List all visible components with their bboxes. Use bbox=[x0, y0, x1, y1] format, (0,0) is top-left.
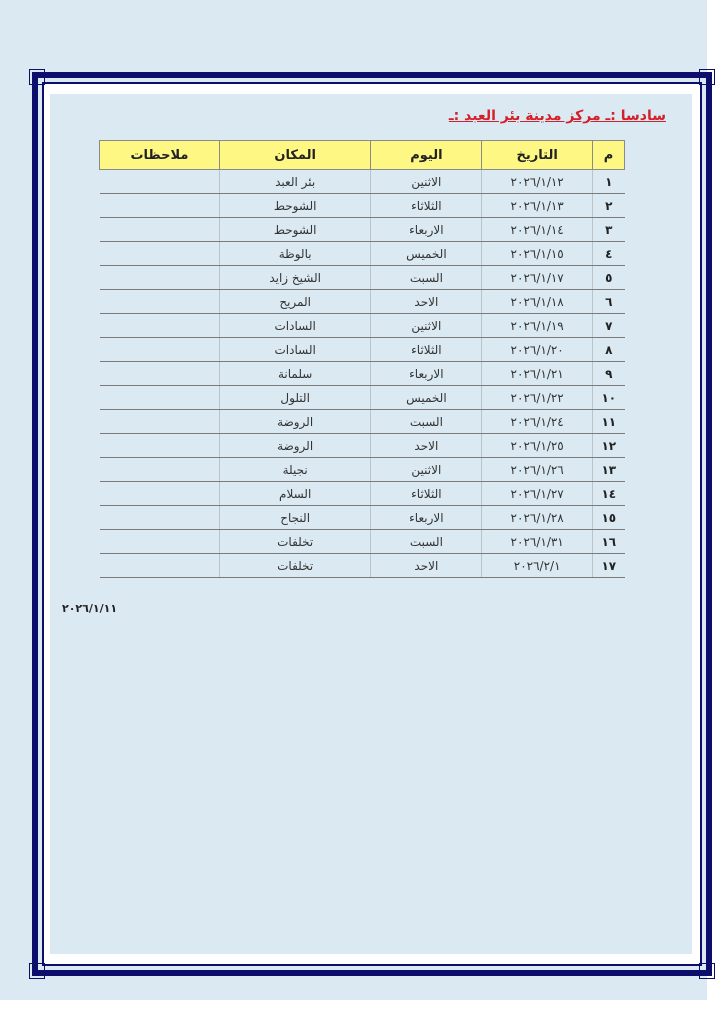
cell-notes bbox=[100, 194, 220, 218]
table-row bbox=[100, 410, 625, 434]
cell-place: المريح bbox=[219, 290, 371, 314]
cell-date: ٢٠٢٦/١/٢٦ bbox=[482, 458, 593, 482]
header-num: م bbox=[593, 141, 625, 170]
cell-notes bbox=[100, 338, 220, 362]
table-row bbox=[100, 506, 625, 530]
cell-date: ٢٠٢٦/١/١٣ bbox=[482, 194, 593, 218]
cell-place: سلمانة bbox=[219, 362, 371, 386]
cell-day: الاحد bbox=[371, 290, 482, 314]
table-row bbox=[100, 290, 625, 314]
cell-num: ١٤ bbox=[593, 482, 625, 506]
cell-place: النجاح bbox=[219, 506, 371, 530]
cell-num: ١٧ bbox=[593, 554, 625, 578]
cell-date: ٢٠٢٦/١/٢١ bbox=[482, 362, 593, 386]
cell-place: تخلفات bbox=[219, 530, 371, 554]
cell-day: السبت bbox=[371, 266, 482, 290]
cell-notes bbox=[100, 506, 220, 530]
cell-num: ١١ bbox=[593, 410, 625, 434]
cell-day: الخميس bbox=[371, 242, 482, 266]
cell-date: ٢٠٢٦/١/١٢ bbox=[482, 170, 593, 194]
header-date: التاريخ bbox=[482, 141, 593, 170]
cell-num: ٨ bbox=[593, 338, 625, 362]
corner-ornament-bottom-left bbox=[29, 963, 45, 979]
cell-day: الاحد bbox=[371, 434, 482, 458]
cell-date: ٢٠٢٦/١/٢٨ bbox=[482, 506, 593, 530]
header-day: اليوم bbox=[371, 141, 482, 170]
cell-place: تخلفات bbox=[219, 554, 371, 578]
cell-num: ٢ bbox=[593, 194, 625, 218]
cell-day: الاربعاء bbox=[371, 218, 482, 242]
cell-day: الثلاثاء bbox=[371, 338, 482, 362]
cell-day: الاثنين bbox=[371, 314, 482, 338]
cell-place: بئر العبد bbox=[219, 170, 371, 194]
cell-place: الروضة bbox=[219, 410, 371, 434]
cell-day: السبت bbox=[371, 530, 482, 554]
cell-day: الثلاثاء bbox=[371, 194, 482, 218]
cell-place: الشيخ زايد bbox=[219, 266, 371, 290]
cell-num: ٥ bbox=[593, 266, 625, 290]
table-row bbox=[100, 242, 625, 266]
document-date: ٢٠٢٦/١/١١ bbox=[62, 602, 118, 615]
schedule-table bbox=[99, 140, 625, 578]
table-row bbox=[100, 434, 625, 458]
cell-notes bbox=[100, 242, 220, 266]
cell-num: ١ bbox=[593, 170, 625, 194]
cell-num: ٤ bbox=[593, 242, 625, 266]
cell-notes bbox=[100, 482, 220, 506]
table-header-row bbox=[100, 141, 625, 170]
cell-day: الاحد bbox=[371, 554, 482, 578]
cell-date: ٢٠٢٦/١/١٤ bbox=[482, 218, 593, 242]
cell-place: الروضة bbox=[219, 434, 371, 458]
cell-place: السادات bbox=[219, 338, 371, 362]
table-row bbox=[100, 266, 625, 290]
cell-num: ٣ bbox=[593, 218, 625, 242]
cell-date: ٢٠٢٦/١/٢٥ bbox=[482, 434, 593, 458]
table-row bbox=[100, 338, 625, 362]
cell-place: السلام bbox=[219, 482, 371, 506]
table-row bbox=[100, 530, 625, 554]
cell-notes bbox=[100, 218, 220, 242]
cell-notes bbox=[100, 362, 220, 386]
section-title: سادسا :ـ مركز مدينة بئر العبد :ـ bbox=[448, 108, 666, 124]
corner-ornament-top-left bbox=[29, 69, 45, 85]
cell-date: ٢٠٢٦/١/٢٠ bbox=[482, 338, 593, 362]
cell-num: ١٦ bbox=[593, 530, 625, 554]
cell-notes bbox=[100, 170, 220, 194]
cell-date: ٢٠٢٦/١/٢٧ bbox=[482, 482, 593, 506]
cell-date: ٢٠٢٦/١/٢٤ bbox=[482, 410, 593, 434]
header-place: المكان bbox=[219, 141, 371, 170]
cell-place: السادات bbox=[219, 314, 371, 338]
cell-day: السبت bbox=[371, 410, 482, 434]
cell-day: الاربعاء bbox=[371, 506, 482, 530]
cell-num: ١٠ bbox=[593, 386, 625, 410]
cell-notes bbox=[100, 386, 220, 410]
cell-num: ٩ bbox=[593, 362, 625, 386]
cell-date: ٢٠٢٦/١/١٧ bbox=[482, 266, 593, 290]
cell-notes bbox=[100, 554, 220, 578]
cell-place: نجيلة bbox=[219, 458, 371, 482]
cell-num: ٧ bbox=[593, 314, 625, 338]
cell-num: ٦ bbox=[593, 290, 625, 314]
corner-ornament-top-right bbox=[699, 69, 715, 85]
cell-notes bbox=[100, 410, 220, 434]
cell-place: التلول bbox=[219, 386, 371, 410]
cell-notes bbox=[100, 458, 220, 482]
header-notes: ملاحظات bbox=[100, 141, 220, 170]
table-row bbox=[100, 218, 625, 242]
table-row bbox=[100, 458, 625, 482]
table-row bbox=[100, 554, 625, 578]
cell-place: الشوحط bbox=[219, 218, 371, 242]
cell-notes bbox=[100, 434, 220, 458]
cell-day: الاثنين bbox=[371, 458, 482, 482]
cell-notes bbox=[100, 266, 220, 290]
cell-place: بالوظة bbox=[219, 242, 371, 266]
cell-notes bbox=[100, 530, 220, 554]
table-row bbox=[100, 194, 625, 218]
cell-date: ٢٠٢٦/١/١٥ bbox=[482, 242, 593, 266]
table-row bbox=[100, 170, 625, 194]
cell-day: الثلاثاء bbox=[371, 482, 482, 506]
schedule-body bbox=[100, 170, 625, 578]
cell-notes bbox=[100, 314, 220, 338]
cell-num: ١٣ bbox=[593, 458, 625, 482]
cell-date: ٢٠٢٦/١/٢٢ bbox=[482, 386, 593, 410]
cell-date: ٢٠٢٦/٢/١ bbox=[482, 554, 593, 578]
cell-date: ٢٠٢٦/١/١٩ bbox=[482, 314, 593, 338]
cell-day: الاثنين bbox=[371, 170, 482, 194]
cell-num: ١٥ bbox=[593, 506, 625, 530]
table-row bbox=[100, 482, 625, 506]
cell-day: الخميس bbox=[371, 386, 482, 410]
cell-num: ١٢ bbox=[593, 434, 625, 458]
table-row bbox=[100, 314, 625, 338]
corner-ornament-bottom-right bbox=[699, 963, 715, 979]
cell-place: الشوحط bbox=[219, 194, 371, 218]
table-row bbox=[100, 386, 625, 410]
cell-notes bbox=[100, 290, 220, 314]
cell-date: ٢٠٢٦/١/١٨ bbox=[482, 290, 593, 314]
table-row bbox=[100, 362, 625, 386]
cell-date: ٢٠٢٦/١/٣١ bbox=[482, 530, 593, 554]
cell-day: الاربعاء bbox=[371, 362, 482, 386]
